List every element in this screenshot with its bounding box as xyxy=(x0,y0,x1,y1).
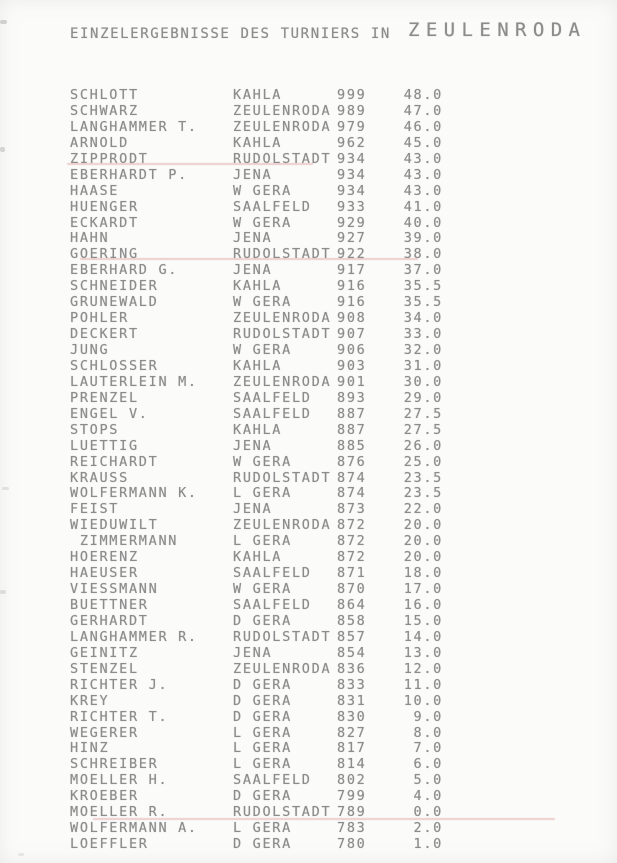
points-value: 8.0 xyxy=(413,724,443,741)
score-value: 780 xyxy=(337,836,367,853)
player-name: SCHREIBER xyxy=(70,756,159,773)
club-name: JENA xyxy=(233,644,273,661)
table-row xyxy=(0,359,617,375)
points-value: 12.0 xyxy=(403,660,443,677)
club-name: ZEULENRODA xyxy=(233,660,332,677)
score-value: 989 xyxy=(337,102,367,119)
table-row xyxy=(0,88,617,104)
player-name: SCHWARZ xyxy=(70,102,139,119)
score-value: 901 xyxy=(337,373,367,390)
club-name: D GERA xyxy=(233,836,292,853)
score-value: 831 xyxy=(337,692,367,709)
scan-edge-smudge xyxy=(2,487,9,490)
points-value: 34.0 xyxy=(403,310,443,327)
club-name: W GERA xyxy=(233,182,292,199)
player-name: POHLER xyxy=(70,310,129,327)
points-value: 17.0 xyxy=(403,581,443,598)
score-value: 858 xyxy=(337,612,367,629)
club-name: D GERA xyxy=(233,676,292,693)
score-value: 871 xyxy=(337,565,367,582)
table-row xyxy=(0,566,617,582)
table-row xyxy=(0,837,617,853)
score-value: 854 xyxy=(337,644,367,661)
points-value: 27.5 xyxy=(403,421,443,438)
club-name: L GERA xyxy=(233,756,292,773)
player-name: HAASE xyxy=(70,182,120,199)
score-value: 874 xyxy=(337,469,367,486)
score-value: 933 xyxy=(337,198,367,215)
points-value: 25.0 xyxy=(403,453,443,470)
player-name: HINZ xyxy=(70,740,110,757)
table-row xyxy=(0,741,617,757)
table-row xyxy=(0,694,617,710)
table-row xyxy=(0,263,617,279)
player-name: STOPS xyxy=(70,421,120,438)
score-value: 830 xyxy=(337,708,367,725)
player-name: KREY xyxy=(70,692,110,709)
player-name: SCHLOSSER xyxy=(70,357,159,374)
points-value: 48.0 xyxy=(403,87,443,103)
table-row xyxy=(0,518,617,534)
points-value: 43.0 xyxy=(403,150,443,167)
score-value: 814 xyxy=(337,756,367,773)
points-value: 32.0 xyxy=(403,342,443,358)
player-name: HAEUSER xyxy=(70,565,139,582)
club-name: KAHLA xyxy=(233,278,283,295)
table-row xyxy=(0,550,617,566)
page-title-city: ZEULENRODA xyxy=(408,19,587,41)
player-name: EBERHARDT P. xyxy=(70,166,188,183)
club-name: L GERA xyxy=(233,740,292,757)
points-value: 18.0 xyxy=(403,565,443,582)
score-value: 872 xyxy=(337,549,367,566)
points-value: 40.0 xyxy=(403,214,443,231)
club-name: KAHLA xyxy=(233,87,283,103)
club-name: KAHLA xyxy=(233,134,283,151)
club-name: L GERA xyxy=(233,820,292,837)
player-name: FEIST xyxy=(70,501,120,518)
points-value: 23.5 xyxy=(403,469,443,486)
club-name: JENA xyxy=(233,230,273,247)
club-name: D GERA xyxy=(233,692,292,709)
points-value: 35.5 xyxy=(403,294,443,311)
table-row xyxy=(0,789,617,805)
table-row xyxy=(0,534,617,550)
table-row xyxy=(0,726,617,742)
player-name: LOEFFLER xyxy=(70,836,149,853)
table-row xyxy=(0,646,617,662)
player-name: GERHARDT xyxy=(70,612,149,629)
player-name: HUENGER xyxy=(70,198,139,215)
table-row xyxy=(0,710,617,726)
table-row xyxy=(0,471,617,487)
table-row xyxy=(0,486,617,502)
club-name: SAALFELD xyxy=(233,772,312,789)
club-name: W GERA xyxy=(233,214,292,231)
club-name: W GERA xyxy=(233,453,292,470)
score-value: 836 xyxy=(337,660,367,677)
table-row xyxy=(0,502,617,518)
club-name: RUDOLSTADT xyxy=(233,469,332,486)
club-name: JENA xyxy=(233,501,273,518)
points-value: 9.0 xyxy=(413,708,443,725)
page-title: EINZELERGEBNISSE DES TURNIERS IN xyxy=(70,26,391,42)
player-name: HAHN xyxy=(70,230,110,247)
player-name: MOELLER R. xyxy=(70,804,169,821)
points-value: 0.0 xyxy=(413,804,443,821)
player-name: VIESSMANN xyxy=(70,581,159,598)
player-name: PRENZEL xyxy=(70,389,139,406)
club-name: ZEULENRODA xyxy=(233,373,332,390)
player-name: SCHLOTT xyxy=(70,87,139,103)
score-value: 799 xyxy=(337,788,367,805)
score-value: 887 xyxy=(337,421,367,438)
points-value: 14.0 xyxy=(403,628,443,645)
club-name: SAALFELD xyxy=(233,405,312,422)
score-value: 876 xyxy=(337,453,367,470)
score-value: 916 xyxy=(337,278,367,295)
club-name: JENA xyxy=(233,262,273,279)
pencil-underline-mark xyxy=(80,258,418,260)
pencil-underline-mark xyxy=(93,818,555,820)
points-value: 20.0 xyxy=(403,549,443,566)
table-row xyxy=(0,200,617,216)
table-row xyxy=(0,375,617,391)
club-name: SAALFELD xyxy=(233,198,312,215)
player-name: MOELLER H. xyxy=(70,772,169,789)
points-value: 43.0 xyxy=(403,182,443,199)
table-row xyxy=(0,343,617,359)
score-value: 872 xyxy=(337,533,367,550)
club-name: L GERA xyxy=(233,724,292,741)
pencil-underline-mark xyxy=(67,163,313,165)
points-value: 6.0 xyxy=(413,756,443,773)
club-name: L GERA xyxy=(233,533,292,550)
score-value: 934 xyxy=(337,150,367,167)
score-value: 906 xyxy=(337,342,367,358)
player-name: SCHNEIDER xyxy=(70,278,159,295)
table-row xyxy=(0,821,617,837)
table-row xyxy=(0,582,617,598)
table-row xyxy=(0,311,617,327)
player-name: WOLFERMANN A. xyxy=(70,820,198,837)
club-name: D GERA xyxy=(233,788,292,805)
player-name: WIEDUWILT xyxy=(70,517,159,534)
player-name: JUNG xyxy=(70,342,110,358)
club-name: W GERA xyxy=(233,294,292,311)
club-name: W GERA xyxy=(233,581,292,598)
player-name: WEGERER xyxy=(70,724,139,741)
club-name: RUDOLSTADT xyxy=(233,246,332,263)
points-value: 41.0 xyxy=(403,198,443,215)
score-value: 962 xyxy=(337,134,367,151)
player-name: BUETTNER xyxy=(70,597,149,613)
table-row xyxy=(0,598,617,614)
player-name: DECKERT xyxy=(70,326,139,343)
club-name: L GERA xyxy=(233,485,292,502)
score-value: 833 xyxy=(337,676,367,693)
player-name: RICHTER J. xyxy=(70,676,169,693)
score-value: 873 xyxy=(337,501,367,518)
club-name: SAALFELD xyxy=(233,597,312,613)
table-row xyxy=(0,773,617,789)
points-value: 46.0 xyxy=(403,118,443,135)
table-row xyxy=(0,455,617,471)
table-row xyxy=(0,279,617,295)
table-row xyxy=(0,216,617,232)
score-value: 864 xyxy=(337,597,367,613)
club-name: ZEULENRODA xyxy=(233,102,332,119)
score-value: 922 xyxy=(337,246,367,263)
score-value: 929 xyxy=(337,214,367,231)
score-value: 872 xyxy=(337,517,367,534)
points-value: 38.0 xyxy=(403,246,443,263)
score-value: 979 xyxy=(337,118,367,135)
table-row xyxy=(0,757,617,773)
points-value: 23.5 xyxy=(403,485,443,502)
points-value: 7.0 xyxy=(413,740,443,757)
points-value: 47.0 xyxy=(403,102,443,119)
player-name: HOERENZ xyxy=(70,549,139,566)
player-name: KROEBER xyxy=(70,788,139,805)
points-value: 22.0 xyxy=(403,501,443,518)
score-value: 885 xyxy=(337,437,367,454)
scan-edge-smudge xyxy=(0,590,6,594)
score-value: 817 xyxy=(337,740,367,757)
points-value: 30.0 xyxy=(403,373,443,390)
club-name: KAHLA xyxy=(233,421,283,438)
table-row xyxy=(0,630,617,646)
score-value: 874 xyxy=(337,485,367,502)
points-value: 39.0 xyxy=(403,230,443,247)
score-value: 908 xyxy=(337,310,367,327)
score-value: 907 xyxy=(337,326,367,343)
table-row xyxy=(0,439,617,455)
points-value: 13.0 xyxy=(403,644,443,661)
points-value: 4.0 xyxy=(413,788,443,805)
table-row xyxy=(0,391,617,407)
points-value: 43.0 xyxy=(403,166,443,183)
points-value: 29.0 xyxy=(403,389,443,406)
club-name: D GERA xyxy=(233,708,292,725)
points-value: 1.0 xyxy=(413,836,443,853)
player-name: LANGHAMMER R. xyxy=(70,628,198,645)
player-name: ZIPPRODT xyxy=(70,150,149,167)
points-value: 20.0 xyxy=(403,533,443,550)
points-value: 33.0 xyxy=(403,326,443,343)
score-value: 893 xyxy=(337,389,367,406)
player-name: ENGEL V. xyxy=(70,405,149,422)
player-name: KRAUSS xyxy=(70,469,129,486)
table-row xyxy=(0,136,617,152)
score-value: 916 xyxy=(337,294,367,311)
club-name: W GERA xyxy=(233,342,292,358)
points-value: 26.0 xyxy=(403,437,443,454)
player-name: STENZEL xyxy=(70,660,139,677)
points-value: 11.0 xyxy=(403,676,443,693)
results-table xyxy=(0,88,617,853)
table-row xyxy=(0,662,617,678)
club-name: RUDOLSTADT xyxy=(233,628,332,645)
club-name: RUDOLSTADT xyxy=(233,150,332,167)
table-row xyxy=(0,407,617,423)
score-value: 789 xyxy=(337,804,367,821)
points-value: 45.0 xyxy=(403,134,443,151)
club-name: JENA xyxy=(233,166,273,183)
player-name: LANGHAMMER T. xyxy=(70,118,198,135)
scan-edge-smudge xyxy=(0,20,7,24)
player-name: WOLFERMANN K. xyxy=(70,485,198,502)
score-value: 857 xyxy=(337,628,367,645)
club-name: RUDOLSTADT xyxy=(233,804,332,821)
club-name: JENA xyxy=(233,437,273,454)
club-name: SAALFELD xyxy=(233,565,312,582)
club-name: D GERA xyxy=(233,612,292,629)
table-row xyxy=(0,678,617,694)
score-value: 783 xyxy=(337,820,367,837)
table-row xyxy=(0,247,617,263)
table-row xyxy=(0,152,617,168)
player-name: GEINITZ xyxy=(70,644,139,661)
club-name: ZEULENRODA xyxy=(233,118,332,135)
club-name: ZEULENRODA xyxy=(233,517,332,534)
player-name: ARNOLD xyxy=(70,134,129,151)
points-value: 37.0 xyxy=(403,262,443,279)
table-row xyxy=(0,168,617,184)
table-row xyxy=(0,104,617,120)
table-row xyxy=(0,295,617,311)
points-value: 31.0 xyxy=(403,357,443,374)
player-name: GOERING xyxy=(70,246,139,263)
player-name: REICHARDT xyxy=(70,453,159,470)
club-name: SAALFELD xyxy=(233,389,312,406)
points-value: 35.5 xyxy=(403,278,443,295)
player-name: GRUNEWALD xyxy=(70,294,159,311)
scan-edge-smudge xyxy=(0,147,5,152)
points-value: 10.0 xyxy=(403,692,443,709)
score-value: 870 xyxy=(337,581,367,598)
table-row xyxy=(0,184,617,200)
scan-edge-smudge xyxy=(18,853,24,856)
points-value: 5.0 xyxy=(413,772,443,789)
club-name: KAHLA xyxy=(233,549,283,566)
score-value: 887 xyxy=(337,405,367,422)
score-value: 927 xyxy=(337,230,367,247)
club-name: ZEULENRODA xyxy=(233,310,332,327)
score-value: 827 xyxy=(337,724,367,741)
table-row xyxy=(0,120,617,136)
table-row xyxy=(0,231,617,247)
player-name: LAUTERLEIN M. xyxy=(70,373,198,390)
points-value: 20.0 xyxy=(403,517,443,534)
player-name: ZIMMERMANN xyxy=(70,533,179,550)
points-value: 15.0 xyxy=(403,612,443,629)
score-value: 934 xyxy=(337,166,367,183)
points-value: 16.0 xyxy=(403,597,443,613)
score-value: 917 xyxy=(337,262,367,279)
club-name: RUDOLSTADT xyxy=(233,326,332,343)
score-value: 934 xyxy=(337,182,367,199)
table-row xyxy=(0,423,617,439)
table-row xyxy=(0,614,617,630)
club-name: KAHLA xyxy=(233,357,283,374)
player-name: ECKARDT xyxy=(70,214,139,231)
points-value: 2.0 xyxy=(413,820,443,837)
player-name: LUETTIG xyxy=(70,437,139,454)
points-value: 27.5 xyxy=(403,405,443,422)
score-value: 903 xyxy=(337,357,367,374)
score-value: 802 xyxy=(337,772,367,789)
score-value: 999 xyxy=(337,87,367,103)
player-name: EBERHARD G. xyxy=(70,262,179,279)
table-row xyxy=(0,327,617,343)
player-name: RICHTER T. xyxy=(70,708,169,725)
